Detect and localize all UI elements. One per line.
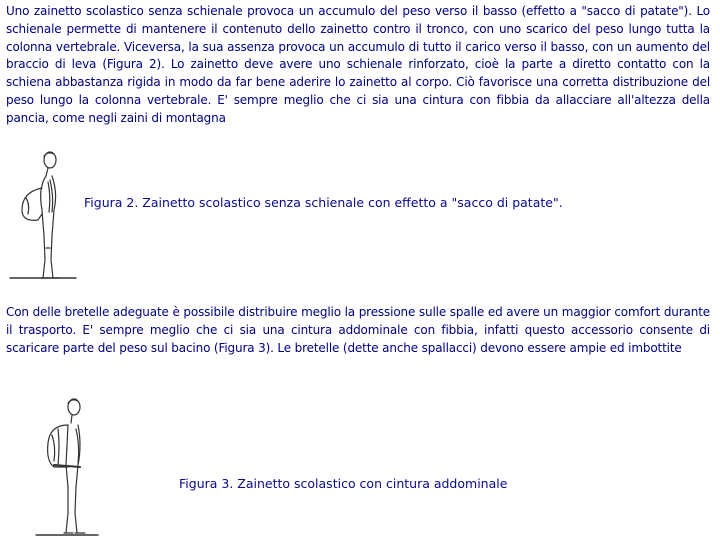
figure-3-caption: Figura 3. Zainetto scolastico con cintura addominale — [179, 476, 508, 491]
child-backpack-without-backrest-icon — [8, 148, 78, 283]
child-backpack-with-waist-belt-icon — [30, 395, 100, 540]
paragraph-straps: Con delle bretelle adeguate è possibile distribuire meglio la pressione sulle spalle ed avere un maggior comfort durante il trasporto. E' sempre meglio che ci sia una cintura addominale con fibbia, infatti questo accessorio consente di scaricare parte del peso sul bacino (Figura 3). Le bretelle (dette anche spallacci) devono essere ampie ed imbottite — [6, 305, 710, 355]
figure-2-caption: Figura 2. Zainetto scolastico senza schienale con effetto a "sacco di patate". — [84, 195, 563, 210]
paragraph-backrest: Uno zainetto scolastico senza schienale provoca un accumulo del peso verso il basso (effetto a "sacco di patate"). Lo schienale permette di mantenere il contenuto dello zainetto contro il tronco, con uno scarico del peso lungo tutta la colonna vertebrale. Viceversa, la sua assenza provoca un accumulo di tutto il carico verso il basso, con un aumento del braccio di leva (Figura 2). Lo zainetto deve avere uno schienale rinforzato, cioè la parte a diretto contatto con la schiena abbastanza rigida in modo da far bene aderire lo zainetto al corpo. Ciò favorisce una corretta distribuzione del peso lungo la colonna vertebrale. E' sempre meglio che ci sia una cintura con fibbia da allacciare all'altezza della pancia, come negli zaini di montagna — [6, 4, 710, 125]
